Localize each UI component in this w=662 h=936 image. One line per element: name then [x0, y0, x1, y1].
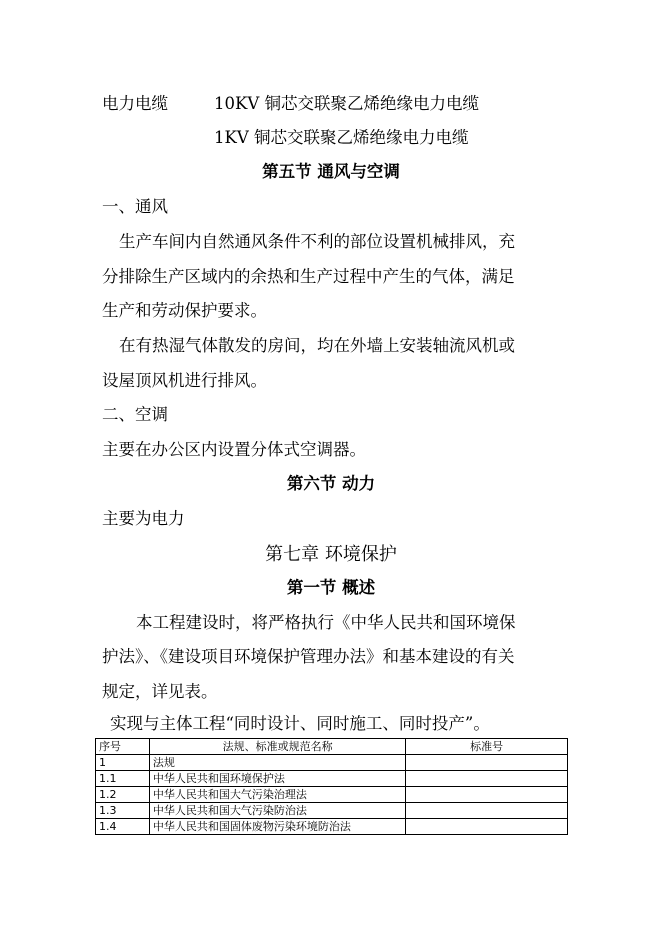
header-standard-no: 标准号 — [406, 739, 568, 755]
ac-heading: 二、空调 — [102, 405, 168, 424]
row-name: 中华人民共和国固体废物污染环境防治法 — [149, 819, 405, 835]
row-index: 1.4 — [96, 819, 150, 835]
table-header-row — [96, 739, 568, 755]
section6-title: 第六节 动力 — [286, 474, 376, 493]
row-name: 中华人民共和国大气污染治理法 — [149, 787, 405, 803]
ventilation-paragraph-2-line-1: 在有热湿气体散发的房间，均在外墙上安装轴流风机或 — [119, 336, 515, 355]
ventilation-paragraph-1-line-2: 分排除生产区域内的余热和生产过程中产生的气体，满足 — [102, 267, 515, 286]
row-index: 1.1 — [96, 771, 150, 787]
row-standard-no — [406, 803, 568, 819]
row-name: 法规 — [149, 755, 405, 771]
ventilation-paragraph-2-line-2: 设屋顶风机进行排风。 — [102, 371, 267, 390]
ventilation-paragraph-1-line-3: 生产和劳动保护要求。 — [102, 301, 267, 320]
row-standard-no — [406, 787, 568, 803]
section5-title: 第五节 通风与空调 — [262, 162, 400, 181]
row-standard-no — [406, 819, 568, 835]
overview-paragraph-2: 实现与主体工程“同时设计、同时施工、同时投产”。 — [110, 714, 490, 733]
row-standard-no — [406, 755, 568, 771]
table-row — [96, 803, 568, 819]
header-name: 法规、标准或规范名称 — [149, 739, 405, 755]
row-name: 中华人民共和国大气污染防治法 — [149, 803, 405, 819]
row-name: 中华人民共和国环境保护法 — [149, 771, 405, 787]
ventilation-heading: 一、通风 — [102, 197, 168, 216]
ventilation-paragraph-1-line-1: 生产车间内自然通风条件不利的部位设置机械排风，充 — [119, 232, 515, 251]
overview-paragraph-line-2: 护法》、《建设项目环境保护管理办法》和基本建设的有关 — [102, 647, 515, 666]
table-row — [96, 771, 568, 787]
row-standard-no — [406, 771, 568, 787]
overview-paragraph-line-1: 本工程建设时，将严格执行《中华人民共和国环境保 — [136, 613, 516, 632]
cable-label: 电力电缆 — [102, 94, 168, 113]
cable-spec-10kv: 10KV 铜芯交联聚乙烯绝缘电力电缆 — [214, 94, 479, 113]
overview-paragraph-line-3: 规定，详见表。 — [102, 682, 218, 701]
table-row — [96, 755, 568, 771]
cable-spec-1kv: 1KV 铜芯交联聚乙烯绝缘电力电缆 — [214, 128, 469, 147]
chapter7-title: 第七章 环境保护 — [265, 544, 397, 565]
section6-text: 主要为电力 — [102, 509, 185, 528]
header-index: 序号 — [96, 739, 150, 755]
row-index: 1.3 — [96, 803, 150, 819]
table-row — [96, 787, 568, 803]
row-index: 1.2 — [96, 787, 150, 803]
row-index: 1 — [96, 755, 150, 771]
ac-text: 主要在办公区内设置分体式空调器。 — [102, 440, 366, 459]
standards-table — [95, 738, 568, 835]
table-row — [96, 819, 568, 835]
chapter7-section1-title: 第一节 概述 — [286, 578, 376, 597]
